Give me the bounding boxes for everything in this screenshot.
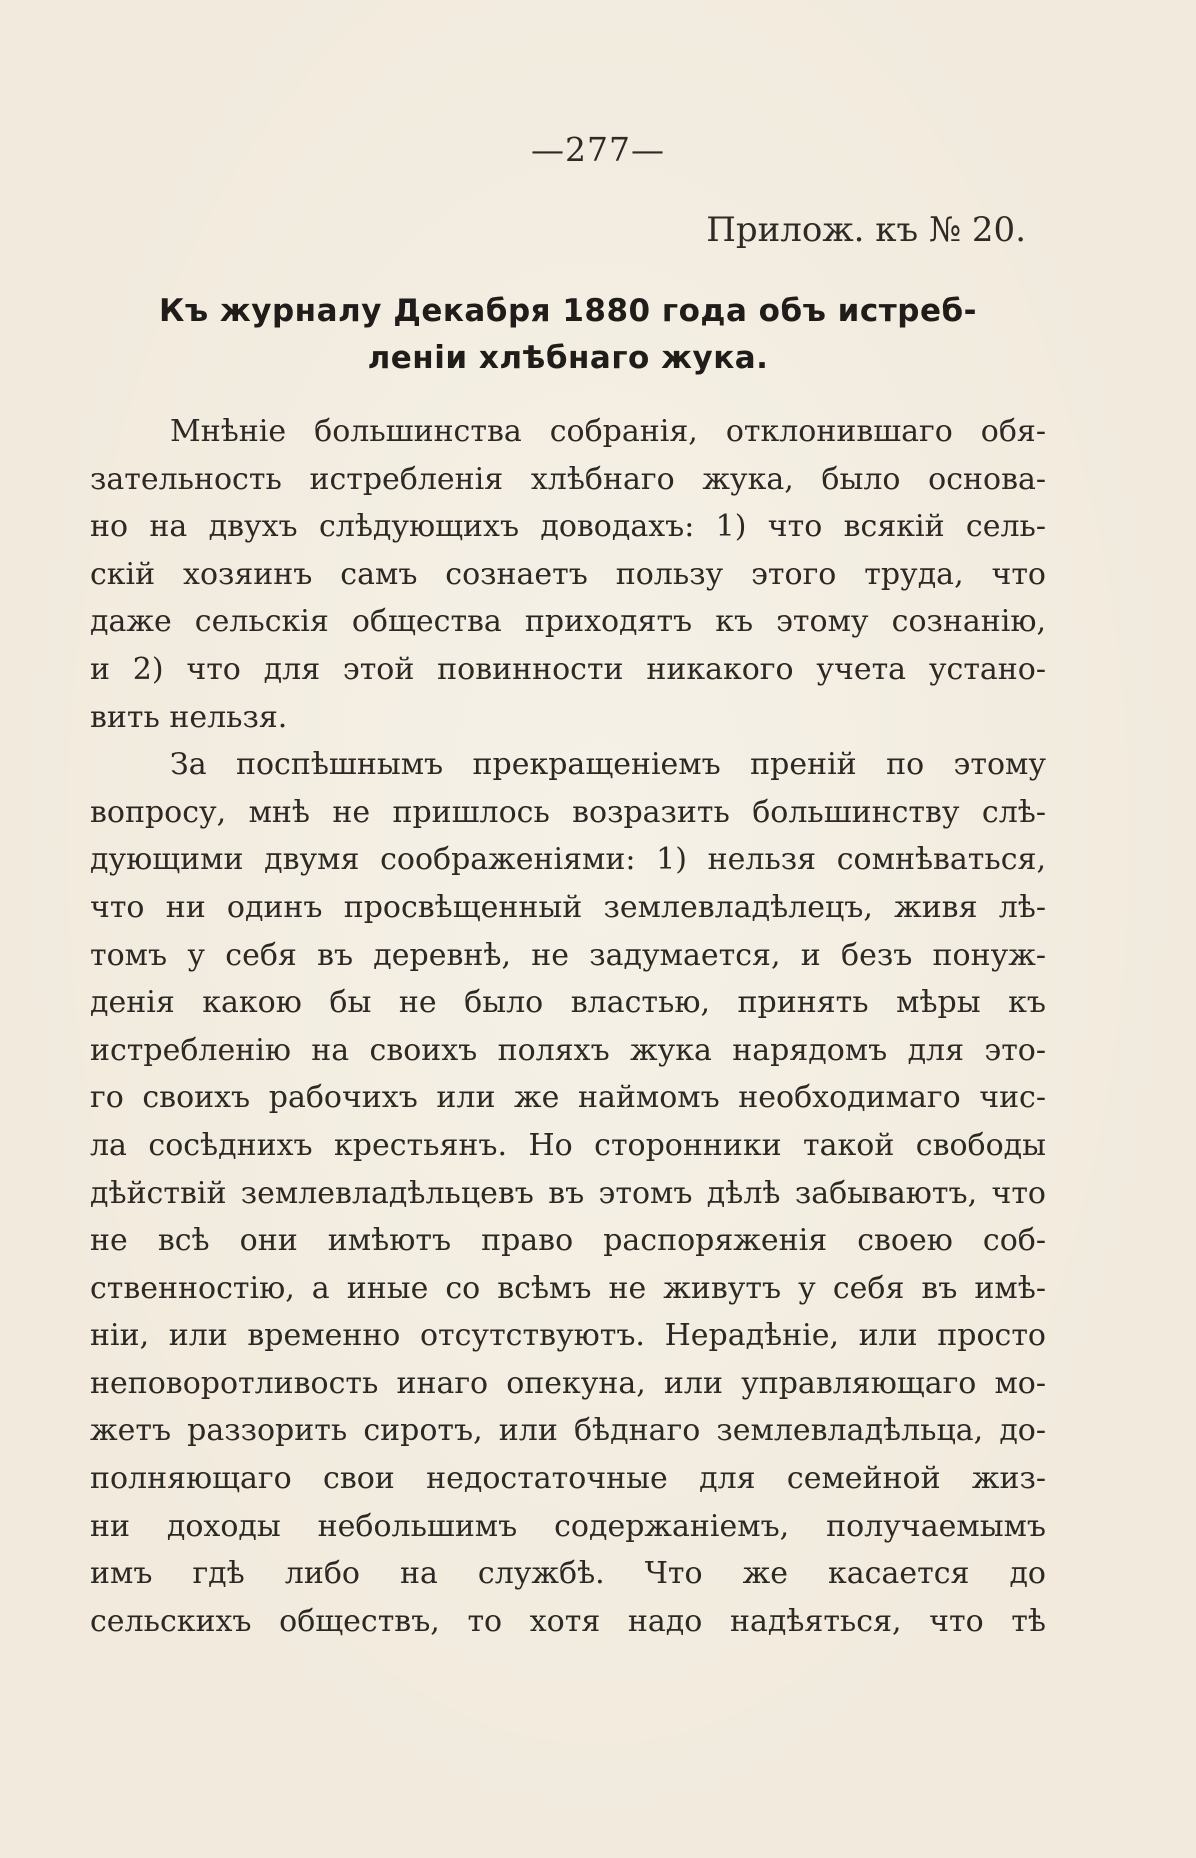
- section-heading: [90, 288, 1046, 382]
- attachment-note: Прилож. къ № 20.: [706, 210, 1026, 250]
- text-line: денія какою бы не было властью, принять мѣры къ: [90, 985, 1046, 1021]
- text-line: полняющаго свои недостаточные для семейной жиз-: [90, 1461, 1046, 1497]
- text-line: имъ гдѣ либо на службѣ. Что же касается до: [90, 1556, 1046, 1592]
- text-line: вопросу, мнѣ не пришлось возразить большинству слѣ-: [90, 794, 1046, 830]
- text-line: зательность истребленія хлѣбнаго жука, было основа-: [90, 461, 1046, 497]
- text-line: ственностію, а иные со всѣмъ не живутъ у себя въ имѣ-: [90, 1270, 1046, 1306]
- text-line: жетъ раззорить сиротъ, или бѣднаго землевладѣльца, до-: [90, 1413, 1046, 1449]
- text-line: дѣйствій землевладѣльцевъ въ этомъ дѣлѣ забываютъ, что: [90, 1175, 1046, 1211]
- text-line: даже сельскія общества приходятъ къ этому сознанію,: [90, 604, 1046, 640]
- text-line: го своихъ рабочихъ или же наймомъ необходимаго чис-: [90, 1080, 1046, 1116]
- text-line: неповоротливость инаго опекуна, или управляющаго мо-: [90, 1365, 1046, 1401]
- text-line: не всѣ они имѣютъ право распоряженія своею соб-: [90, 1223, 1046, 1259]
- body-text: [90, 408, 1046, 1645]
- text-line: За поспѣшнымъ прекращеніемъ преній по этому: [170, 747, 1046, 783]
- text-line: ніи, или временно отсутствуютъ. Нерадѣніе, или просто: [90, 1318, 1046, 1354]
- page-number: —277—: [531, 130, 665, 169]
- text-line: Мнѣніе большинства собранія, отклонившаго обя-: [170, 414, 1046, 449]
- heading-line-1: Къ журналу Декабря 1880 года объ истреб-: [159, 293, 977, 329]
- text-line: но на двухъ слѣдующихъ доводахъ: 1) что всякій сель-: [90, 509, 1046, 545]
- heading-line-2: леніи хлѣбнаго жука.: [367, 340, 769, 376]
- text-line: дующими двумя соображеніями: 1) нельзя сомнѣваться,: [90, 842, 1046, 878]
- text-line: что ни одинъ просвѣщенный землевладѣлецъ, живя лѣ-: [90, 889, 1046, 925]
- text-line: томъ у себя въ деревнѣ, не задумается, и безъ понуж-: [90, 937, 1046, 973]
- text-line: сельскихъ обществъ, то хотя надо надѣяться, что тѣ: [90, 1603, 1046, 1639]
- text-line: и 2) что для этой повинности никакого учета устано-: [90, 651, 1046, 687]
- text-line: вить нельзя.: [90, 699, 288, 735]
- text-line: ла сосѣднихъ крестьянъ. Но сторонники такой свободы: [90, 1127, 1046, 1163]
- text-line: скій хозяинъ самъ сознаетъ пользу этого труда, что: [90, 556, 1046, 592]
- text-line: ни доходы небольшимъ содержаніемъ, получаемымъ: [90, 1508, 1046, 1544]
- text-line: истребленію на своихъ поляхъ жука нарядомъ для это-: [90, 1032, 1046, 1068]
